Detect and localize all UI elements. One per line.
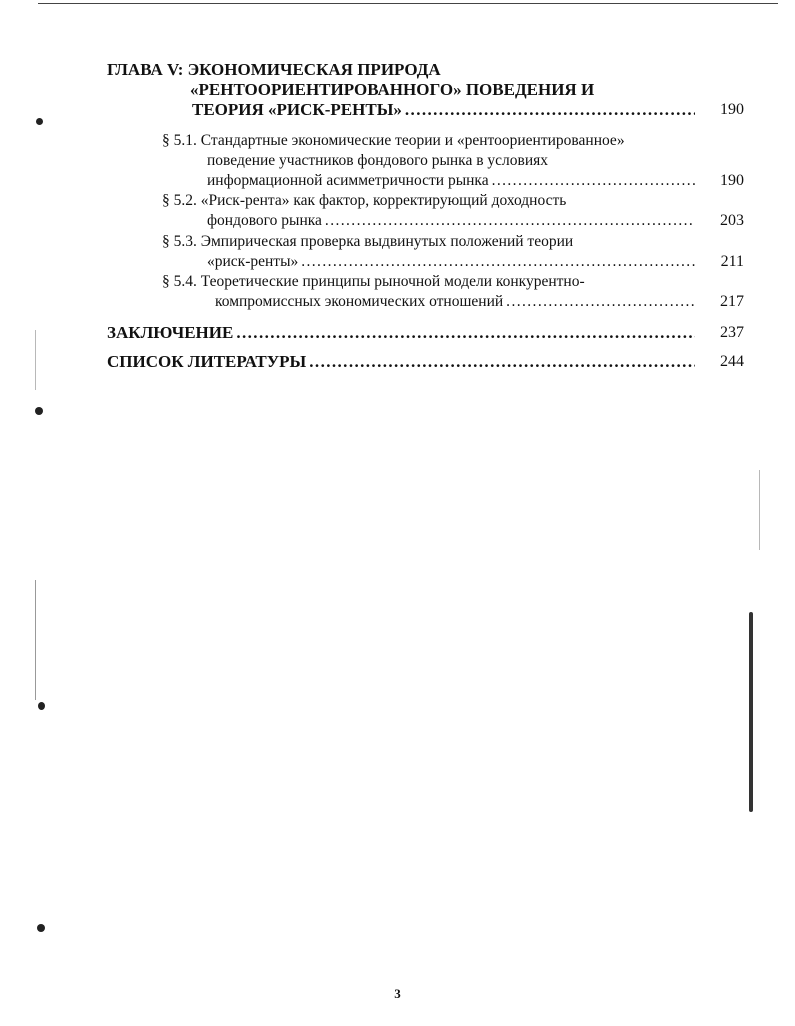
scan-hole-mark [37,924,45,932]
section-5-4-line-1: § 5.4. Теоретические принципы рыночной модели конкурентно- [162,273,585,290]
section-5-1-line-1: § 5.1. Стандартные экономические теории и «рентоориентированное» [162,132,625,149]
scan-edge-line [759,470,760,550]
toc-entry-section-5-2[interactable] [207,211,698,231]
scan-edge-line [35,580,36,700]
toc-entry-section-5-4[interactable] [215,292,698,312]
section-5-2-line-1: § 5.2. «Риск-рента» как фактор, корректирующий доходность [162,192,567,209]
dot-leader [236,323,695,343]
toc-entry-section-5-1[interactable] [207,171,698,191]
chapter-page: 190 [720,101,744,118]
chapter-title-line-2: «РЕНТООРИЕНТИРОВАННОГО» ПОВЕДЕНИЯ И [190,80,595,99]
dot-leader [301,252,695,272]
section-5-1-page: 190 [720,172,744,189]
scan-hole-mark [35,407,43,415]
section-5-2-page: 203 [720,212,744,229]
section-5-4-line-2: компромиссных экономических отношений [215,293,504,310]
scan-hole-mark [38,702,45,710]
section-5-3-line-1: § 5.3. Эмпирическая проверка выдвинутых положений теории [162,233,574,250]
scan-edge-smudge [749,612,753,812]
section-5-3-page: 211 [720,253,744,270]
dot-leader [492,171,695,191]
section-5-3-line-2: «риск-ренты» [207,253,299,270]
top-rule [38,3,778,4]
scan-edge-line [35,330,36,390]
dot-leader [325,211,695,231]
section-5-4-page: 217 [720,293,744,310]
section-5-1-line-2: поведение участников фондового рынка в условиях [207,152,549,169]
references-label: СПИСОК ЛИТЕРАТУРЫ [107,352,307,371]
scan-hole-mark [36,118,43,125]
chapter-title-line-3: ТЕОРИЯ «РИСК-РЕНТЫ» [192,100,402,119]
conclusion-page: 237 [720,324,744,341]
section-5-2-line-2: фондового рынка [207,212,322,229]
section-5-1-line-3: информационной асимметричности рынка [207,172,489,189]
references-page: 244 [720,353,744,370]
toc-entry-conclusion[interactable] [107,323,698,343]
toc-entry-chapter-v[interactable] [192,100,698,120]
conclusion-label: ЗАКЛЮЧЕНИЕ [107,323,234,342]
toc-entry-references[interactable] [107,352,698,372]
dot-leader [309,352,695,372]
dot-leader [506,292,695,312]
page-number: 3 [394,986,401,1001]
dot-leader [405,100,695,120]
toc-entry-section-5-3[interactable] [207,252,698,272]
chapter-title-line-1: ГЛАВА V: ЭКОНОМИЧЕСКАЯ ПРИРОДА [107,60,441,79]
